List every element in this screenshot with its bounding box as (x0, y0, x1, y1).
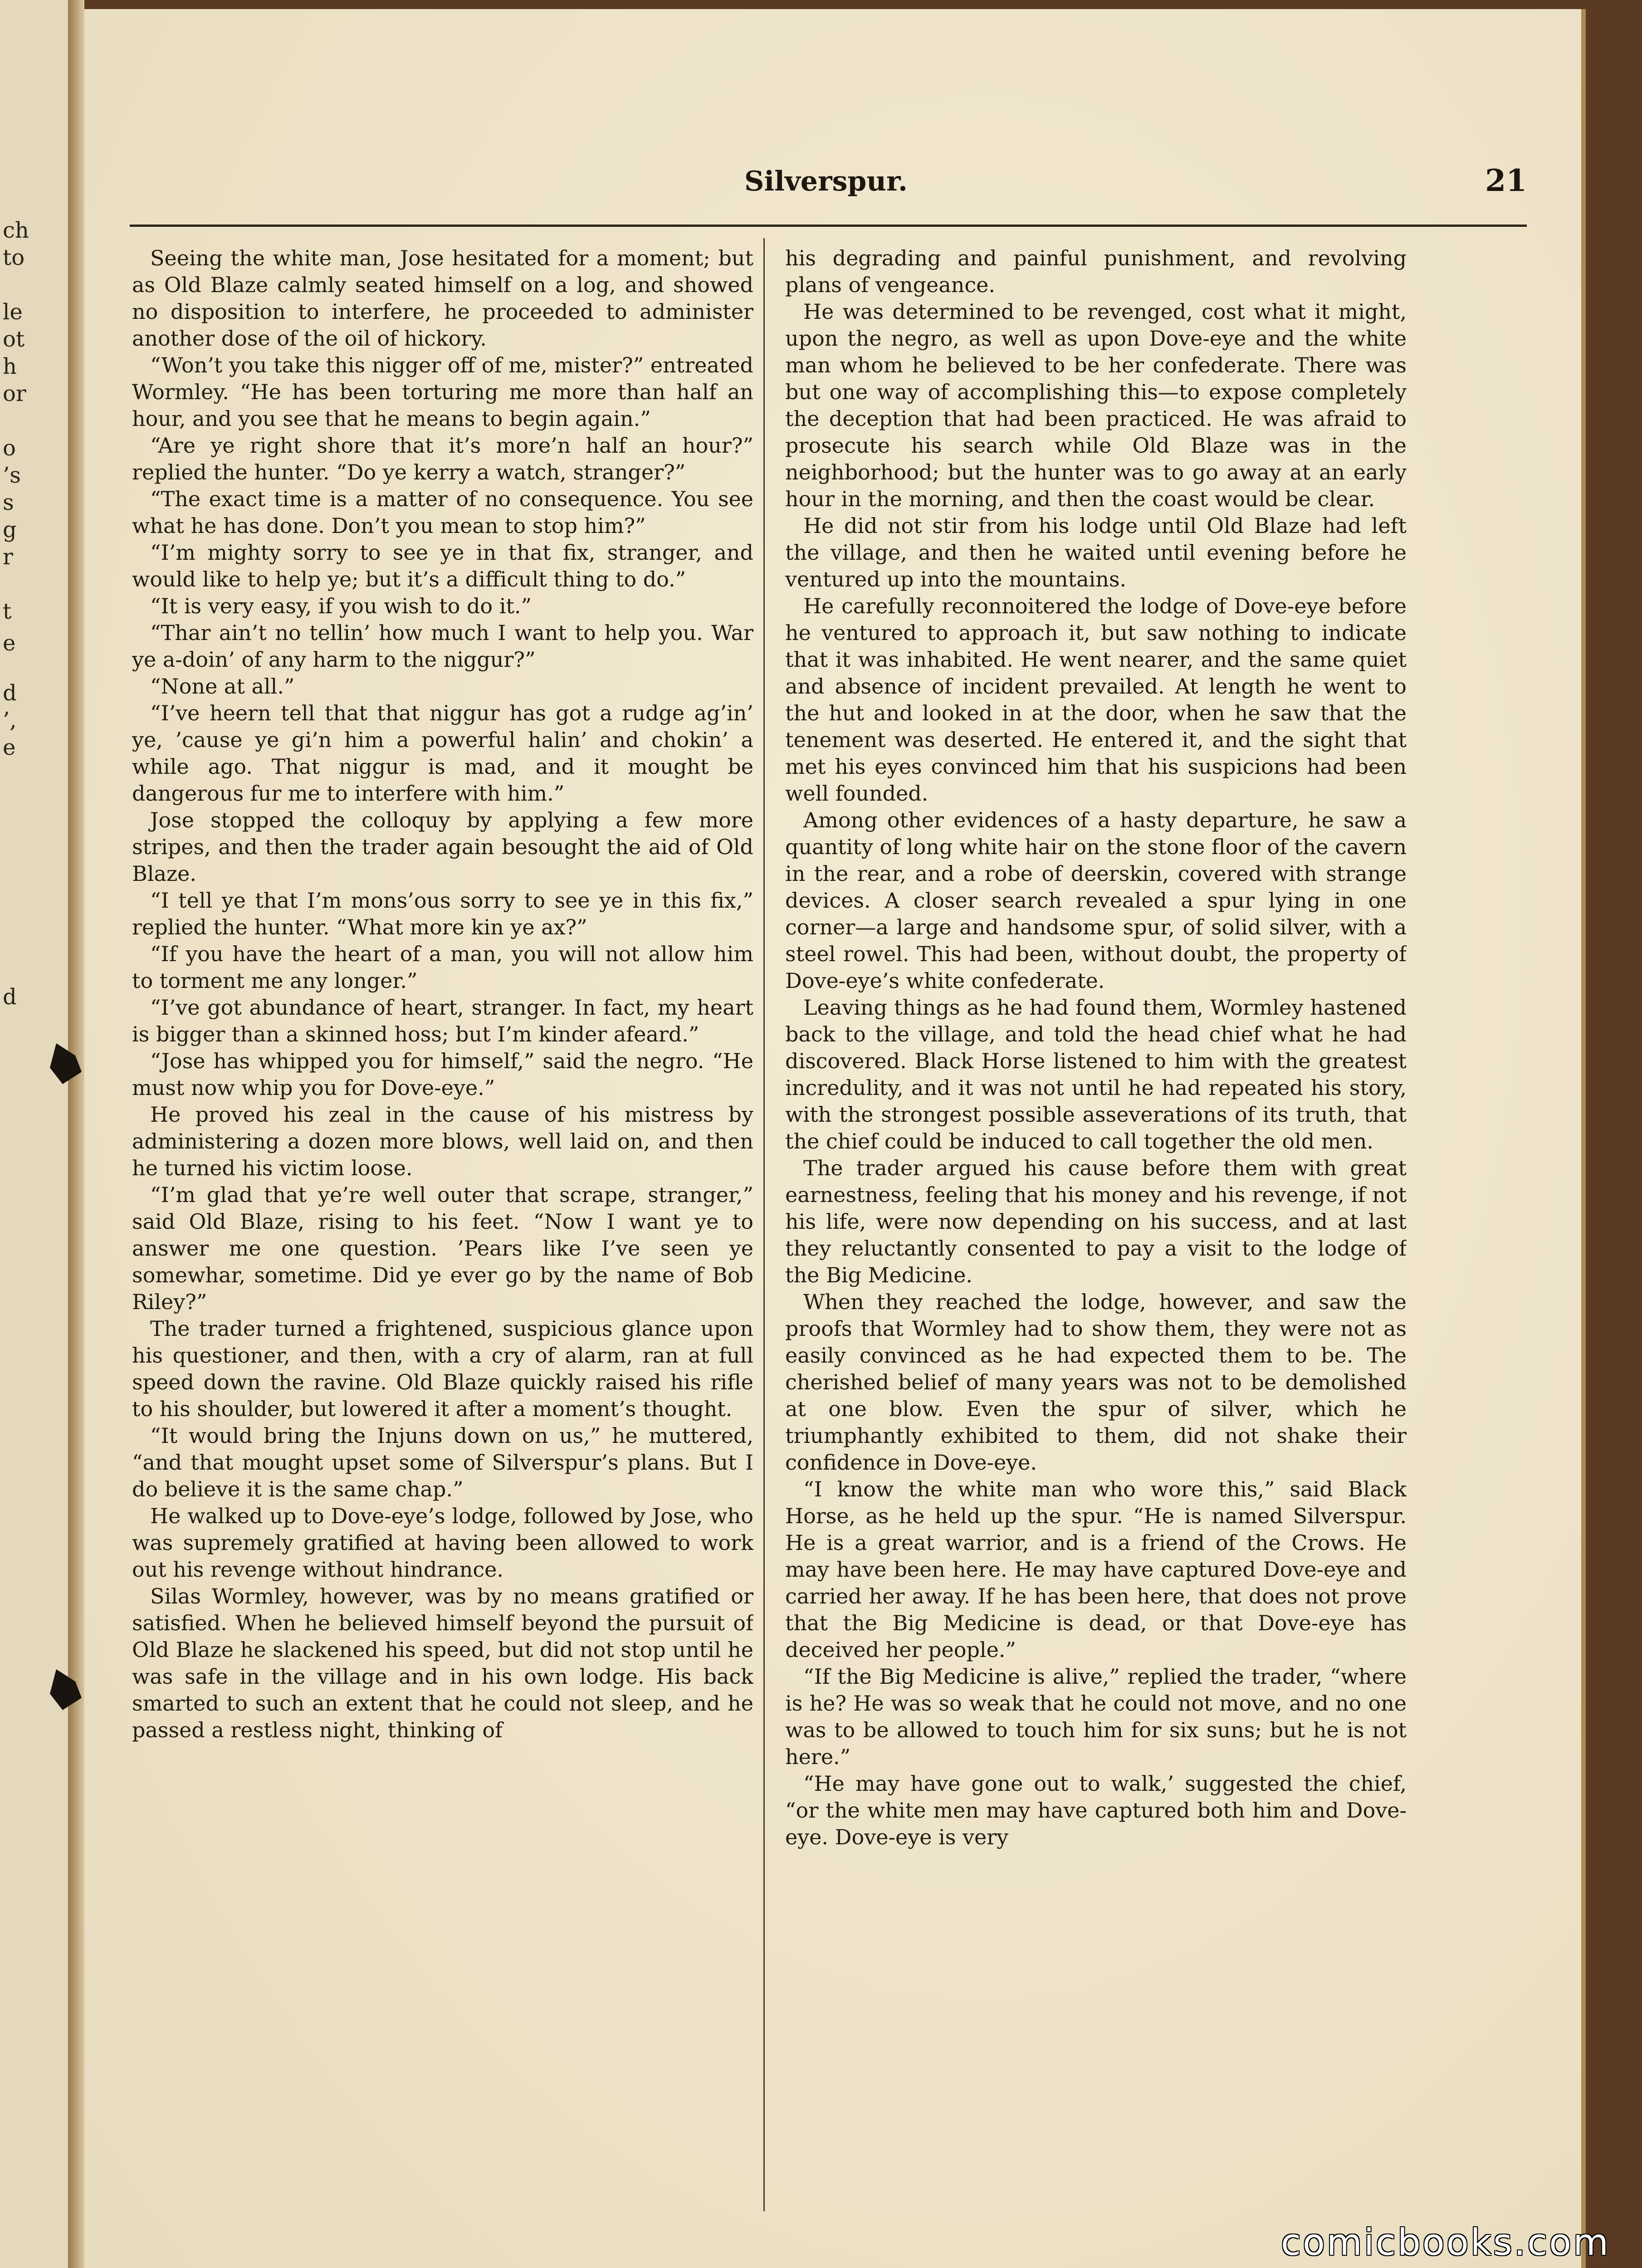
prev-page-fragment: r (3, 544, 13, 570)
paragraph: Among other evidences of a hasty departure, he saw a quantity of long white hair on the stone floor of the cavern in the rear, and a robe of deerskin, covered with strange devices. A closer search revealed a spur lying in one corner—a large and handsome spur, of solid silver, with a steel rowel. This had been, without doubt, the property of Dove-eye’s white confederate. (785, 808, 1407, 993)
paragraph: Silas Wormley, however, was by no means gratified or satisfied. When he believed himself beyond the pursuit of Old Blaze he slackened his speed, but did not stop until he was safe in the village and in his own lodge. His back smarted to such an extent that he could not sleep, and he passed a restless night, thinking of (132, 1584, 753, 1742)
prev-page-fragment: o (3, 435, 16, 461)
running-title: Silverspur. (744, 166, 908, 197)
prev-page-fragment: ’s (3, 463, 21, 488)
paragraph: “If you have the heart of a man, you will not allow him to torment me any longer.” (132, 942, 753, 993)
column-divider (763, 238, 765, 2211)
paragraph: his degrading and painful punishment, and revolving plans of vengeance. (785, 246, 1407, 297)
paragraph: “I’ve got abundance of heart, stranger. In fact, my heart is bigger than a skinned hoss; but I’m kinder afeard.” (132, 995, 753, 1046)
paragraph: “None at all.” (150, 674, 295, 699)
paragraph: He was determined to be revenged, cost what it might, upon the negro, as well as upon Dove-eye and the white man whom he believed to be her confederate. There was but one way of accomplishing this—to expose completely the deception that had been practiced. He was afraid to prosecute his search while Old Blaze was in the neighborhood; but the hunter was to go away at an early hour in the morning, and then the coast would be clear. (785, 299, 1407, 511)
watermark: comicbooks.com (1280, 2221, 1610, 2263)
prev-page-fragment: d (3, 984, 17, 1010)
paragraph: He proved his zeal in the cause of his mistress by administering a dozen more blows, well laid on, and then he turned his victim loose. (132, 1102, 753, 1180)
paragraph: “I’ve heern tell that that niggur has got a rudge ag’in’ ye, ’cause ye gi’n him a powerful halin’ and chokin’ a while ago. That niggur is mad, and it mought be dangerous fur me to interfere with him.” (132, 701, 753, 806)
prev-page-fragment: g (3, 517, 17, 543)
paragraph: “I’m glad that ye’re well outer that scrape, stranger,” said Old Blaze, rising to his feet. “Now I want ye to answer me one question. ’Pears like I’ve seen ye somewhar, sometime. Did ye ever go by the name of Bob Riley?” (132, 1183, 753, 1314)
book-page (84, 9, 1586, 2268)
prev-page-fragment: ch (3, 218, 29, 243)
paragraph: He did not stir from his lodge until Old Blaze had left the village, and then he waited until evening before he ventured up into the mountains. (785, 513, 1407, 591)
paragraph: “It is very easy, if you wish to do it.” (150, 594, 532, 618)
paragraph: “I’m mighty sorry to see ye in that fix, stranger, and would like to help ye; but it’s a difficult thing to do.” (132, 540, 753, 591)
prev-page-fragment: d (3, 680, 17, 706)
book-spine (68, 0, 84, 2268)
header-rule (130, 225, 1527, 227)
left-column (132, 245, 753, 2209)
paragraph: “I know the white man who wore this,” said Black Horse, as he held up the spur. “He is named Silverspur. He is a great warrior, and is a friend of the Crows. He may have been here. He may have captured Dove-eye and carried her away. If he has been here, that does not prove that the Big Medicine is dead, or that Dove-eye has deceived her people.” (785, 1477, 1407, 1662)
paragraph: “Jose has whipped you for himself,” said the negro. “He must now whip you for Dove-eye.” (132, 1049, 753, 1100)
paragraph: Leaving things as he had found them, Wormley hastened back to the village, and told the head chief what he had discovered. Black Horse listened to him with the greatest incredulity, and it was not until he had repeated his story, with the strongest possible asseverations of its truth, that the chief could be induced to call together the old men. (785, 995, 1407, 1154)
paragraph: Jose stopped the colloquy by applying a few more stripes, and then the trader again besought the aid of Old Blaze. (132, 808, 753, 886)
page-header (121, 163, 1531, 206)
paragraph: “I tell ye that I’m mons’ous sorry to see ye in this fix,” replied the hunter. “What more kin ye ax?” (132, 888, 753, 939)
paragraph: “He may have gone out to walk,’ suggested the chief, “or the white men may have captured both him and Dove-eye. Dove-eye is very (785, 1771, 1407, 1849)
paragraph: The trader turned a frightened, suspicious glance upon his questioner, and then, with a cry of alarm, ran at full speed down the ravine. Old Blaze quickly raised his rifle to his shoulder, but lowered it after a moment’s thought. (132, 1316, 753, 1421)
prev-page-fragment: ’, (3, 708, 17, 733)
paragraph: “It would bring the Injuns down on us,” he muttered, “and that mought upset some of Silverspur’s plans. But I do believe it is the same chap.” (132, 1423, 753, 1501)
prev-page-fragment: e (3, 631, 16, 656)
prev-page-fragment: to (3, 245, 25, 270)
prev-page-fragment: e (3, 735, 16, 760)
right-column (785, 245, 1407, 2209)
paragraph: “If the Big Medicine is alive,” replied the trader, “where is he? He was so weak that he could not move, and no one was to be allowed to touch him for six suns; but he is not here.” (785, 1664, 1407, 1769)
paragraph: “Won’t you take this nigger off of me, mister?” entreated Wormley. “He has been torturing me more than half an hour, and you see that he means to begin again.” (132, 353, 753, 431)
prev-page-fragment: h (3, 354, 17, 379)
paragraph: Seeing the white man, Jose hesitated for a moment; but as Old Blaze calmly seated himself on a log, and showed no disposition to interfere, he proceeded to administer another dose of the oil of hickory. (132, 246, 753, 351)
paragraph: When they reached the lodge, however, and saw the proofs that Wormley had to show them, they were not as easily convinced as he had expected them to be. The cherished belief of many years was not to be demolished at one blow. Even the spur of silver, which he triumphantly exhibited to them, did not shake their confidence in Dove-eye. (785, 1290, 1407, 1475)
prev-page-fragment: ot (3, 327, 25, 352)
paragraph: “Are ye right shore that it’s more’n half an hour?” replied the hunter. “Do ye kerry a watch, stranger?” (132, 433, 753, 484)
paragraph: He carefully reconnoitered the lodge of Dove-eye before he ventured to approach it, but saw nothing to indicate that it was inhabited. He went nearer, and the same quiet and absence of incident prevailed. At length he went to the hut and looked in at the door, when he saw that the tenement was deserted. He entered it, and the sight that met his eyes convinced him that his suspicions had been well founded. (785, 594, 1407, 806)
prev-page-fragment: t (3, 599, 12, 624)
page-number: 21 (1485, 163, 1527, 198)
prev-page-fragment: le (3, 299, 23, 325)
paragraph: “The exact time is a matter of no consequence. You see what he has done. Don’t you mean to stop him?” (132, 487, 753, 538)
prev-page-fragment: s (3, 490, 14, 515)
paragraph: The trader argued his cause before them with great earnestness, feeling that his money and his revenge, if not his life, were now depending on his success, and at last they reluctantly consented to pay a visit to the lodge of the Big Medicine. (785, 1156, 1407, 1287)
prev-page-fragment: or (3, 381, 26, 406)
paragraph: “Thar ain’t no tellin’ how much I want to help you. War ye a-doin’ of any harm to the niggur?” (132, 621, 753, 672)
paragraph: He walked up to Dove-eye’s lodge, followed by Jose, who was supremely gratified at having been allowed to work out his revenge without hindrance. (132, 1504, 753, 1582)
previous-page-edge (0, 0, 71, 2268)
